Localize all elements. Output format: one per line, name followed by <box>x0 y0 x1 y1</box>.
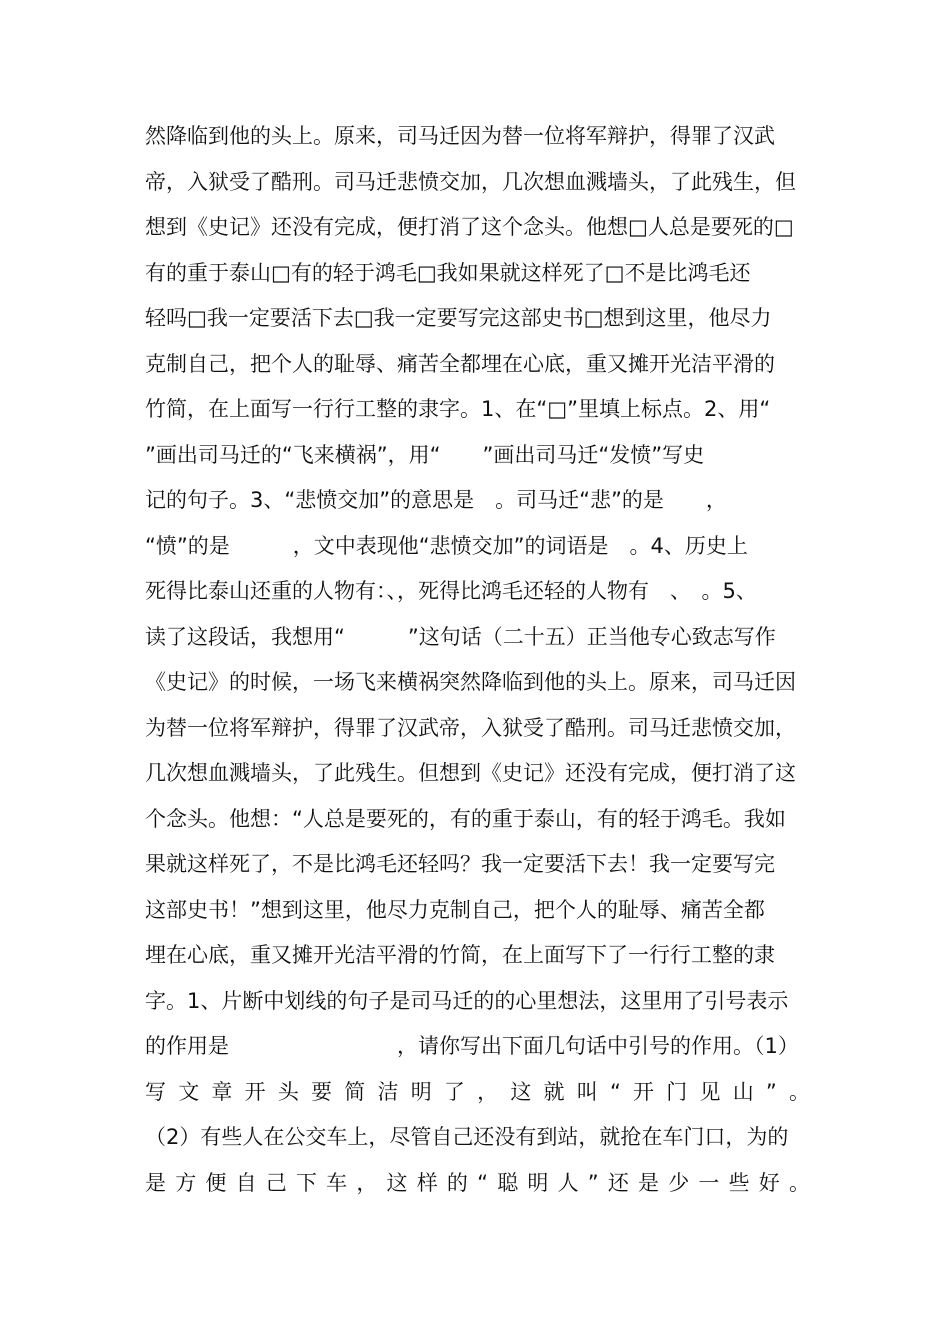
text-line: 想到《史记》还没有完成，便打消了这个念头。他想□人总是要死的□ <box>145 215 794 239</box>
document-text <box>145 114 810 1206</box>
text-line: 轻吗□我一定要活下去□我一定要写完这部史书□想到这里，他尽力 <box>145 306 772 330</box>
text-line: ”画出司马迁的“飞来横祸”，用“ ”画出司马迁“发愤”写史 <box>145 442 705 467</box>
text-line: 记的句子。3、“悲愤交加”的意思是 。司马迁“悲”的是 ， <box>145 488 727 512</box>
text-line: （2）有些人在公交车上，尽管自己还没有到站，就抢在车门口，为的 <box>145 1125 789 1149</box>
text-line: 个念头。他想：“人总是要死的，有的重于泰山，有的轻于鸿毛。我如 <box>145 806 786 831</box>
text-line: 果就这样死了，不是比鸿毛还轻吗？我一定要活下去！我一定要写完 <box>145 852 775 876</box>
text-line: 克制自己，把个人的耻辱、痛苦全都埋在心底，重又摊开光洁平滑的 <box>145 351 775 376</box>
text-line: 埋在心底，重又摊开光洁平滑的竹简，在上面写下了一行行工整的隶 <box>145 943 775 967</box>
text-line: 帝，入狱受了酷刑。司马迁悲愤交加，几次想血溅墙头，了此残生，但 <box>145 169 796 194</box>
text-line: 有的重于泰山□有的轻于鸿毛□我如果就这样死了□不是比鸿毛还 <box>145 260 751 285</box>
text-line: 是方便自己下车，这样的“聪明人”还是少一些好。 <box>145 1170 810 1195</box>
text-line: 写文章开头要简洁明了，这就叫“开门见山”。 <box>145 1079 810 1104</box>
text-line: 竹简，在上面写一行行工整的隶字。1、在“□”里填上标点。2、用“ <box>145 397 771 421</box>
text-line: 死得比泰山还重的人物有：、，死得比鸿毛还轻的人物有 、 。5、 <box>145 579 757 603</box>
text-line: 几次想血溅墙头，了此残生。但想到《史记》还没有完成，便打消了这 <box>145 761 796 785</box>
text-line: 然降临到他的头上。原来，司马迁因为替一位将军辩护，得罪了汉武 <box>145 124 775 148</box>
text-line: 字。1、片断中划线的句子是司马迁的的心里想法，这里用了引号表示 <box>145 988 789 1013</box>
text-line: 《史记》的时候，一场飞来横祸突然降临到他的头上。原来，司马迁因 <box>145 670 796 694</box>
text-line: “愤”的是 ，文中表现他“悲愤交加”的词语是 。4、历史上 <box>145 533 748 558</box>
text-line: 为替一位将军辩护，得罪了汉武帝，入狱受了酷刑。司马迁悲愤交加， <box>145 715 796 740</box>
text-line: 读了这段话，我想用“ ”这句话（二十五）正当他专心致志写作 <box>145 624 776 649</box>
text-line: 的作用是 ，请你写出下面几句话中引号的作用。（1） <box>145 1034 799 1058</box>
text-line: 这部史书！”想到这里，他尽力克制自己，把个人的耻辱、痛苦全都 <box>145 897 765 922</box>
